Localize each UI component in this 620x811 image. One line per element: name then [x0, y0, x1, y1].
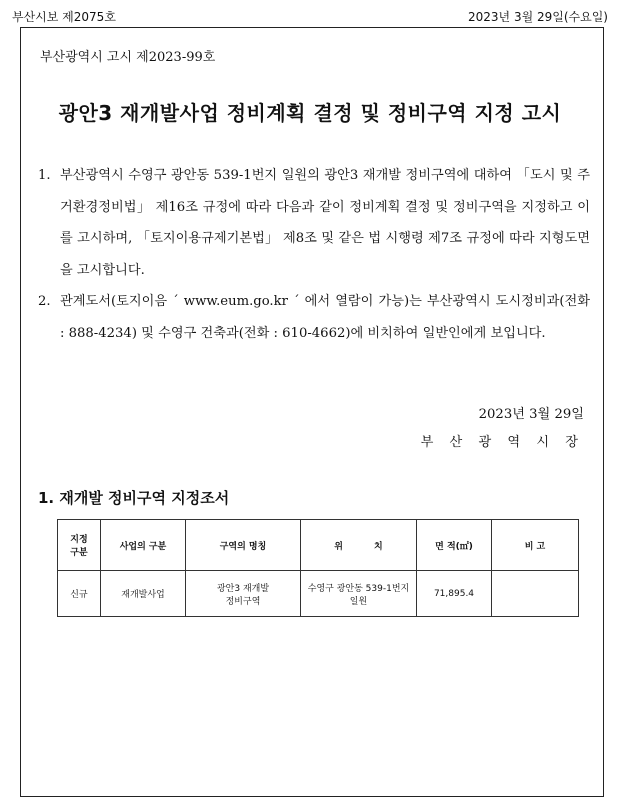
header-location: 위 치 [301, 520, 417, 571]
notice-item [38, 160, 590, 286]
publication-label: 부산시보 제2075호 [12, 10, 116, 24]
notice-number: 부산광역시 고시 제2023-99호 [40, 50, 216, 65]
cell-designation-type: 신규 [58, 571, 101, 617]
notice-date: 2023년 3월 29일 [478, 407, 584, 422]
item-number: 1. [38, 168, 51, 183]
notice-title: 광안3 재개발사업 정비계획 결정 및 정비구역 지정 고시 [58, 101, 562, 125]
item-number: 2. [38, 294, 51, 309]
page-header [12, 8, 608, 26]
cell-location: 수영구 광안동 539-1번지 일원 [301, 571, 417, 617]
publication-date: 2023년 3월 29일(수요일) [468, 10, 608, 24]
table-header-row [58, 520, 579, 571]
header-designation-type: 지정 구분 [58, 520, 101, 571]
header-remarks: 비 고 [492, 520, 579, 571]
notice-body [38, 160, 590, 349]
notice-item [38, 286, 590, 349]
item-text: 관계도서(토지이음 ´ www.eum.go.kr ´ 에서 열람이 가능)는 부산광역시 도시정비과(전화 : 888-4234) 및 수영구 건축과(전화 : 610-4662)에 비치하여 일반인에게 보입니다. [60, 294, 590, 341]
cell-zone-name: 광안3 재개발 정비구역 [186, 571, 301, 617]
cell-area: 71,895.4 [417, 571, 492, 617]
designation-table [57, 519, 579, 617]
table-row [58, 571, 579, 617]
cell-project-type: 재개발사업 [101, 571, 186, 617]
section-title: 1. 재개발 정비구역 지정조서 [38, 489, 230, 507]
notice-signer: 부 산 광 역 시 장 [420, 435, 584, 450]
header-zone-name: 구역의 명칭 [186, 520, 301, 571]
item-text: 부산광역시 수영구 광안동 539-1번지 일원의 광안3 재개발 정비구역에 대하여 「도시 및 주거환경정비법」 제16조 규정에 따라 다음과 같이 정비계획 결정 및 정비구역을 지정하고 이를 고시하며, 「토지이용규제기본법」 제8조 및 같은 법 시행령 제7조 규정에 따라 지형도면을 고시합니다. [60, 168, 590, 278]
header-area: 면 적(㎡) [417, 520, 492, 571]
cell-remarks [492, 571, 579, 617]
header-project-type: 사업의 구분 [101, 520, 186, 571]
